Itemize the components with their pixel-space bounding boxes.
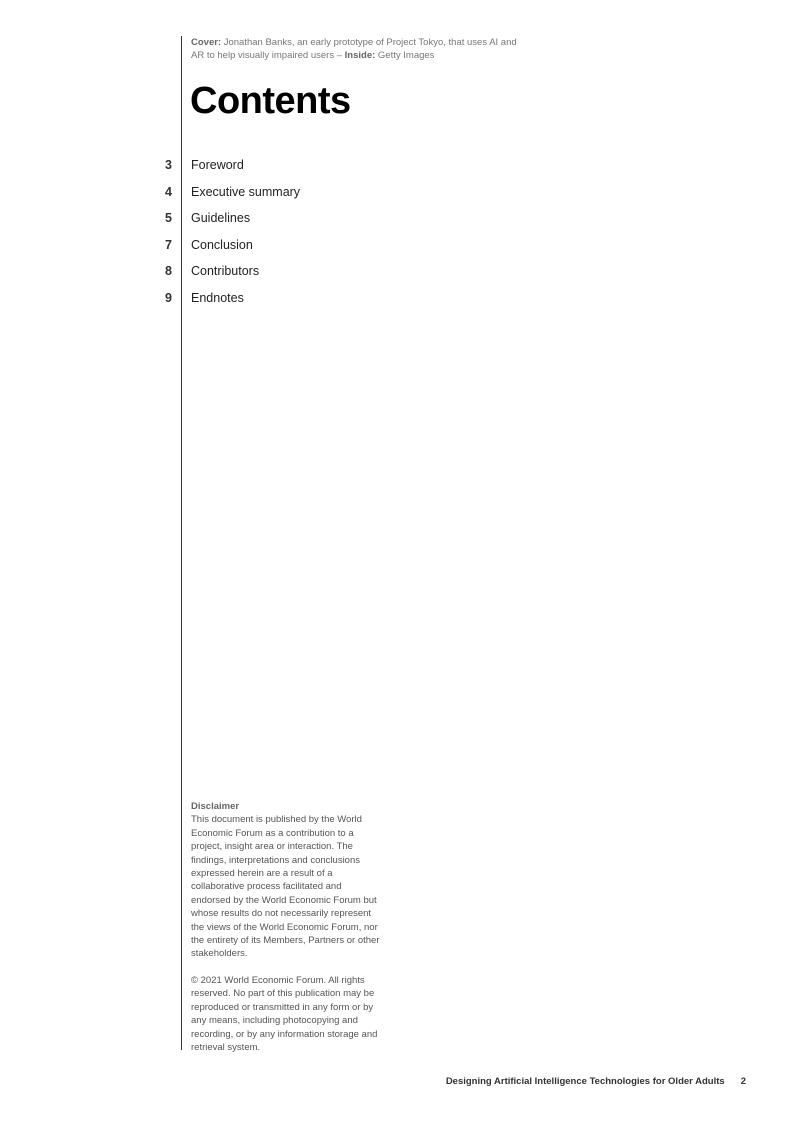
toc-item-contributors[interactable] — [0, 261, 400, 288]
toc-label: Conclusion — [191, 237, 253, 252]
cover-label: Cover: — [191, 37, 222, 48]
disclaimer-heading: Disclaimer — [191, 801, 240, 812]
cover-credit — [191, 36, 531, 62]
toc-label: Executive summary — [191, 184, 301, 199]
page-footer — [446, 1076, 746, 1087]
toc-label: Contributors — [191, 264, 260, 279]
disclaimer-body: This document is published by the World Economic Forum as a contribution to a project, insight area or interaction. The findings, interpretations and conclusions expressed herein are a result of a collaborative process facilitated and endorsed by the World Economic Forum but whose results do not necessarily represent the views of the World Economic Forum, nor the entirety of its Members, Partners or other stakeholders. — [191, 814, 380, 960]
footer-document-title: Designing Artificial Intelligence Technologies for Older Adults — [445, 1076, 725, 1087]
toc-page-number: 8 — [165, 264, 172, 279]
footer-page-number: 2 — [740, 1076, 746, 1087]
inside-label: Inside: — [344, 50, 376, 61]
toc-page-number: 5 — [165, 211, 172, 226]
toc-label: Foreword — [191, 158, 244, 172]
table-of-contents — [0, 155, 400, 315]
toc-item-executive-summary[interactable] — [0, 182, 400, 209]
disclaimer — [191, 800, 381, 1054]
toc-label: Endnotes — [191, 290, 244, 305]
toc-item-guidelines[interactable] — [0, 208, 400, 235]
toc-label: Guidelines — [191, 211, 251, 226]
copyright-notice: © 2021 World Economic Forum. All rights reserved. No part of this publication may be reproduced or transmitted in any form or by any means, including photocopying and recording, or by any information storage and retrieval system. — [191, 974, 378, 1053]
toc-item-foreword[interactable] — [0, 155, 400, 182]
toc-page-number: 3 — [165, 158, 172, 172]
toc-page-number: 4 — [165, 184, 172, 199]
toc-item-endnotes[interactable] — [0, 288, 400, 315]
toc-page-number: 7 — [165, 237, 172, 252]
toc-page-number: 9 — [165, 290, 172, 305]
cover-text: Jonathan Banks, an early prototype of Project Tokyo, that uses AI and AR to help visually impaired users – — [191, 37, 517, 61]
inside-text: Getty Images — [375, 50, 435, 61]
page-title: Contents — [190, 80, 351, 122]
toc-item-conclusion[interactable] — [0, 235, 400, 262]
